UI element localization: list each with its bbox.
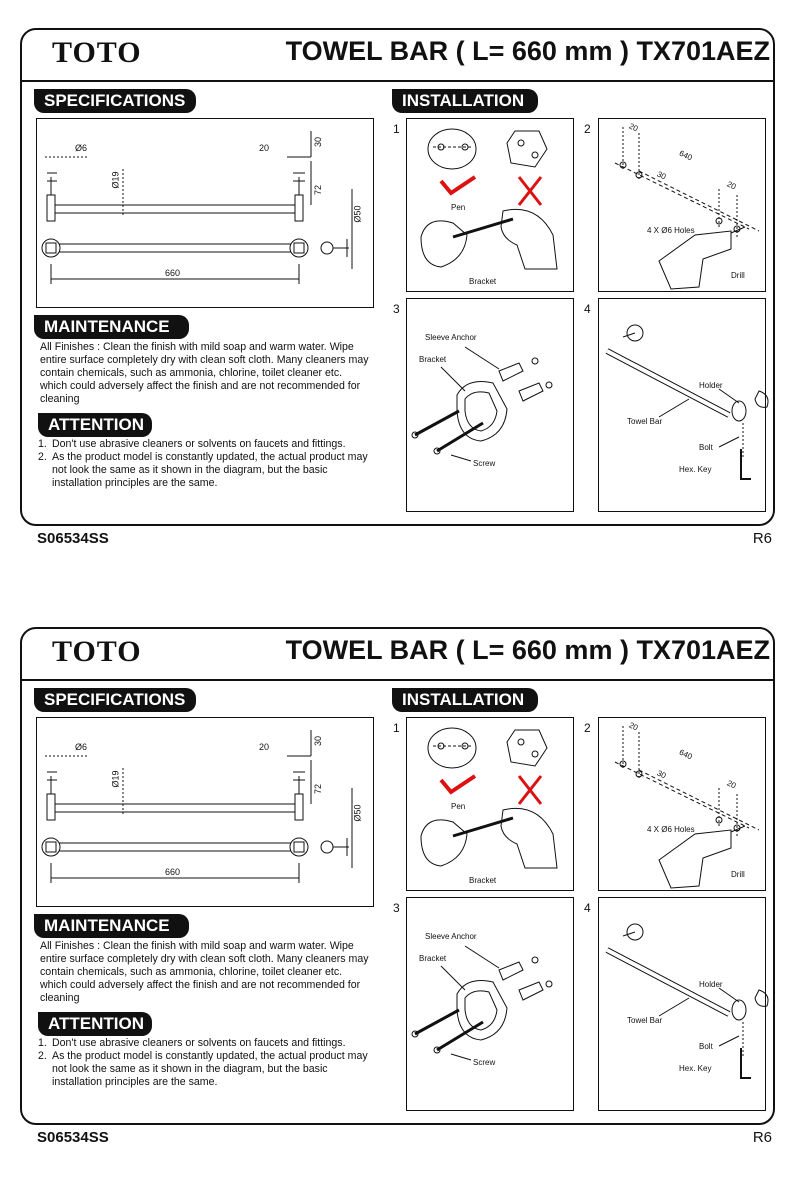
screw-icon xyxy=(412,411,483,454)
label-sleeve-anchor: Sleeve Anchor xyxy=(425,333,477,342)
maintenance-text: All Finishes : Clean the finish with mild soap and warm water. Wipe entire surface completely dry with clean soft cloth. Many cleaners may contain chemicals, such as ammonia, chlorine, toilet cleaner etc. which could adversely affect the finish and are not recommended for cleaning xyxy=(40,940,369,1004)
dimension-w30: 30 xyxy=(313,735,324,747)
label-screw: Screw xyxy=(473,1058,496,1067)
dimension-d19: Ø19 xyxy=(110,770,121,788)
towel-bar-side-view xyxy=(47,173,305,221)
label-dim-30: 30 xyxy=(655,768,668,781)
attention-item: 1. Don't use abrasive cleaners or solvents on faucets and fittings. xyxy=(38,438,346,450)
cross-icon xyxy=(519,177,541,205)
label-dim-640: 640 xyxy=(677,747,694,762)
dimension-length: 660 xyxy=(165,867,181,877)
label-bracket-step3: Bracket xyxy=(419,954,447,963)
product-code: S06534SS xyxy=(37,530,109,547)
label-dim-20b: 20 xyxy=(725,778,738,791)
step-2-panel xyxy=(598,118,766,292)
label-dim-30: 30 xyxy=(655,169,668,182)
dimension-w20: 20 xyxy=(259,742,270,752)
step-3-panel xyxy=(406,298,574,512)
step-4-panel xyxy=(598,897,766,1111)
header-divider xyxy=(20,80,775,82)
screw-icon xyxy=(412,1010,483,1053)
check-icon xyxy=(441,177,475,193)
dimension-d19: Ø19 xyxy=(110,171,121,189)
specifications-heading: SPECIFICATIONS xyxy=(34,89,196,113)
label-dim-20a: 20 xyxy=(627,121,640,134)
step-3-panel xyxy=(406,897,574,1111)
step-number-3: 3 xyxy=(393,302,400,316)
installation-heading: INSTALLATION xyxy=(392,89,538,113)
step-4-panel xyxy=(598,298,766,512)
dimension-length: 660 xyxy=(165,268,181,278)
label-dim-20a: 20 xyxy=(627,720,640,733)
dimension-d6: Ø6 xyxy=(75,742,88,752)
label-bracket: Bracket xyxy=(469,876,497,885)
step-number-2: 2 xyxy=(584,122,591,136)
page-title: TOWEL BAR ( L= 660 mm ) TX701AEZ xyxy=(285,635,770,665)
maintenance-heading: MAINTENANCE xyxy=(34,914,189,938)
attention-item: 2. As the product model is constantly updated, the actual product may not look the same as it shown in the diagram, but the basic installation principles are the same. xyxy=(38,451,368,489)
step-1-panel xyxy=(406,118,574,292)
attention-item: 1. Don't use abrasive cleaners or solvents on faucets and fittings. xyxy=(38,1037,346,1049)
revision: R6 xyxy=(752,1129,772,1146)
step-number-3: 3 xyxy=(393,901,400,915)
label-hex-key: Hex. Key xyxy=(679,465,712,474)
attention-list xyxy=(38,1037,378,1089)
dimension-d50: Ø50 xyxy=(352,804,363,822)
label-pen: Pen xyxy=(451,802,466,811)
label-screw: Screw xyxy=(473,459,496,468)
towel-bar-side-view xyxy=(47,772,305,820)
instruction-sheet xyxy=(0,0,808,586)
revision: R6 xyxy=(752,530,772,547)
label-bolt: Bolt xyxy=(699,1042,713,1051)
specification-drawing xyxy=(36,717,374,907)
label-bracket-step3: Bracket xyxy=(419,355,447,364)
label-drill: Drill xyxy=(731,271,745,280)
maintenance-heading: MAINTENANCE xyxy=(34,315,189,339)
sleeve-anchor-icon xyxy=(499,957,552,1000)
specification-drawing xyxy=(36,118,374,308)
dimension-h72: 72 xyxy=(313,184,324,196)
label-dim-20b: 20 xyxy=(725,179,738,192)
dimension-w20: 20 xyxy=(259,143,270,153)
attention-item: 2. As the product model is constantly updated, the actual product may not look the same as it shown in the diagram, but the basic installation principles are the same. xyxy=(38,1050,368,1088)
attention-heading: ATTENTION xyxy=(38,1012,152,1036)
maintenance-text: All Finishes : Clean the finish with mild soap and warm water. Wipe entire surface completely dry with clean soft cloth. Many cleaners may contain chemicals, such as ammonia, chlorine, toilet cleaner etc. which could adversely affect the finish and are not recommended for cleaning xyxy=(40,341,369,405)
header-divider xyxy=(20,679,775,681)
label-pen: Pen xyxy=(451,203,466,212)
dimension-h72: 72 xyxy=(313,783,324,795)
step-number-2: 2 xyxy=(584,721,591,735)
step-number-1: 1 xyxy=(393,721,400,735)
label-sleeve-anchor: Sleeve Anchor xyxy=(425,932,477,941)
towel-bar-top-view xyxy=(42,838,349,856)
instruction-sheet xyxy=(0,599,808,1185)
step-1-panel xyxy=(406,717,574,891)
brand-logo: TOTO xyxy=(52,36,142,69)
step-number-4: 4 xyxy=(584,901,591,915)
cross-icon xyxy=(519,776,541,804)
sleeve-anchor-icon xyxy=(499,358,552,401)
label-holes: 4 X Ø6 Holes xyxy=(647,226,695,235)
label-holder: Holder xyxy=(699,381,723,390)
label-holes: 4 X Ø6 Holes xyxy=(647,825,695,834)
dimension-d6: Ø6 xyxy=(75,143,88,153)
step-number-1: 1 xyxy=(393,122,400,136)
label-drill: Drill xyxy=(731,870,745,879)
check-icon xyxy=(441,776,475,792)
step-number-4: 4 xyxy=(584,302,591,316)
step-2-panel xyxy=(598,717,766,891)
label-bracket: Bracket xyxy=(469,277,497,286)
label-towel-bar: Towel Bar xyxy=(627,417,663,426)
label-hex-key: Hex. Key xyxy=(679,1064,712,1073)
page-title: TOWEL BAR ( L= 660 mm ) TX701AEZ xyxy=(285,36,770,66)
attention-heading: ATTENTION xyxy=(38,413,152,437)
dimension-w30: 30 xyxy=(313,136,324,148)
label-dim-640: 640 xyxy=(677,148,694,163)
dimension-d50: Ø50 xyxy=(352,205,363,223)
specifications-heading: SPECIFICATIONS xyxy=(34,688,196,712)
label-towel-bar: Towel Bar xyxy=(627,1016,663,1025)
product-code: S06534SS xyxy=(37,1129,109,1146)
installation-heading: INSTALLATION xyxy=(392,688,538,712)
towel-bar-top-view xyxy=(42,239,349,257)
label-holder: Holder xyxy=(699,980,723,989)
brand-logo: TOTO xyxy=(52,635,142,668)
label-bolt: Bolt xyxy=(699,443,713,452)
attention-list xyxy=(38,438,378,490)
